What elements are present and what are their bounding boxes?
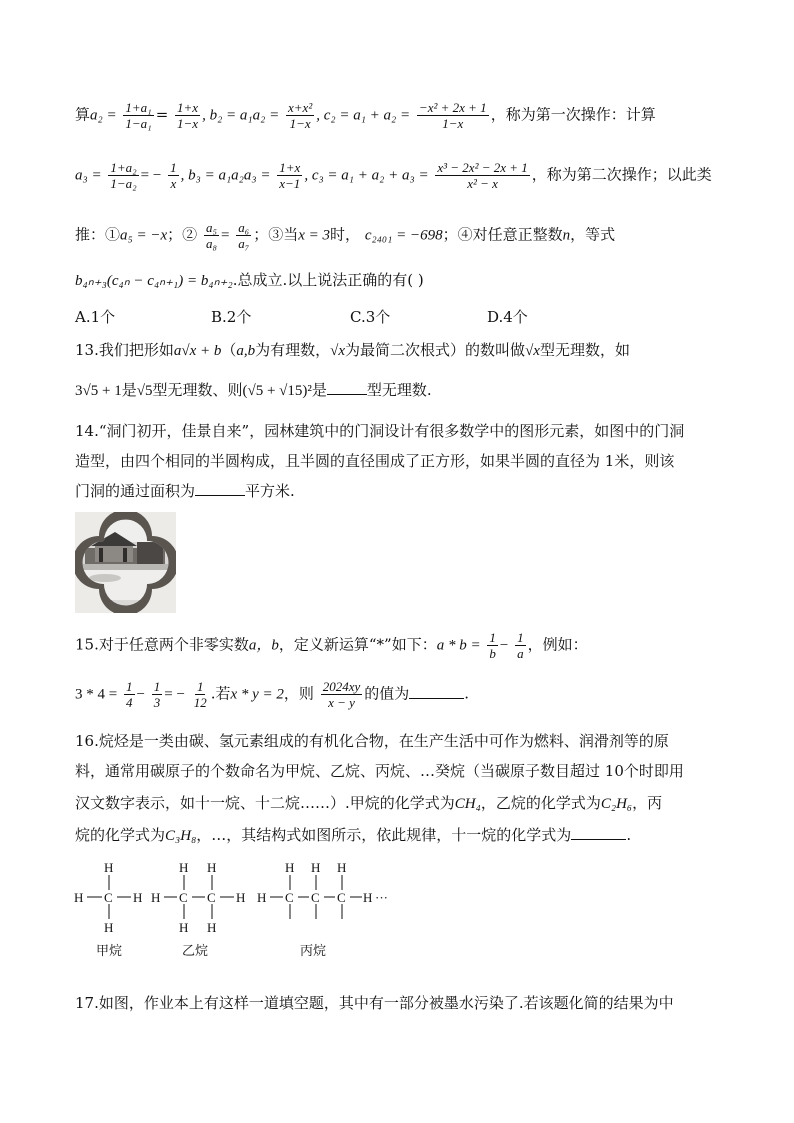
a3-frac1-den: 1−a₂ — [110, 176, 137, 191]
ethane-c1: C — [179, 890, 188, 905]
propane-h-top2: H — [311, 860, 321, 875]
q16-l3-mid: ，乙烷的化学式为 — [480, 794, 601, 812]
a2-frac2 — [175, 100, 200, 131]
a3-frac2-den: x — [170, 176, 177, 191]
q13-l2-mid2: 型无理数、则 — [152, 381, 243, 399]
q15-l1-post: ，例如： — [527, 635, 588, 654]
q15-ex-frac2 — [152, 679, 163, 710]
q15-cond-pre: .若 — [210, 684, 231, 703]
q15-cond: x * y = 2 — [230, 686, 284, 703]
ethane-label: 乙烷 — [182, 944, 209, 959]
q15-def-frac1 — [487, 630, 498, 661]
a2-frac1-den: 1−a₁ — [125, 116, 152, 131]
q13-sqrtx: √x — [330, 343, 346, 359]
stmt2-frac1-den: a₈ — [205, 236, 217, 251]
q13-expr2: (√5 + √15)² — [242, 383, 312, 399]
q15-def-frac2-num: 1 — [517, 630, 524, 645]
q13-line2 — [75, 378, 432, 403]
propane-c3: C — [337, 890, 346, 905]
q15-l1-mid: ，定义新运算“*”如下： — [278, 635, 437, 654]
alkane-structure-diagram — [70, 855, 410, 967]
q16-l3-post: ，丙 — [632, 794, 663, 812]
q16-line3 — [75, 791, 662, 816]
option-b[interactable]: B.2个 — [211, 308, 252, 326]
ethane-h-top2: H — [207, 860, 217, 875]
q12-l3-post: ，等式 — [570, 225, 616, 244]
c2h6-formula: C₂H₆ — [600, 796, 633, 812]
q12-l1-post: ，称为第一次操作：计算 — [490, 105, 656, 124]
a3-frac1-num: 1+a₂ — [110, 160, 137, 175]
ellipsis: ··· — [375, 890, 388, 905]
q14-line3 — [75, 479, 295, 503]
q15-ask-frac — [321, 679, 363, 710]
q15-ask-frac-den: x − y — [328, 695, 355, 710]
q14-l3-post: 平方米. — [245, 482, 295, 500]
methane-label: 甲烷 — [96, 944, 123, 959]
q13-l1-mid: （ — [221, 341, 237, 359]
a2-frac2-den: 1−x — [177, 116, 199, 131]
b2-frac-num: x+x² — [288, 100, 313, 115]
q16-line1: 16.烷烃是一类由碳、氢元素组成的有机化合物，在生产生活中可作为燃料、润滑剂等的原 — [75, 732, 669, 750]
propane-h-top1: H — [285, 860, 295, 875]
q15-l1-pre: 15.对于任意两个非零实数 — [75, 635, 249, 654]
q12-l2-post: ，称为第二次操作；以此类 — [531, 165, 712, 184]
c3-label: , c₃ = a₁ + a₂ + a₃ = — [304, 167, 429, 184]
q15-ex-frac2-den: 3 — [153, 695, 161, 710]
q12-l3-sep2: ；③当 — [253, 225, 299, 244]
q13-l2-mid: 是 — [121, 381, 137, 399]
b2-label: , b₂ = a₁a₂ = — [202, 107, 280, 124]
q14-line2: 造型，由四个相同的半圆构成，且半圆的直径围成了正方形，如果半圆的直径为 1米，则该 — [75, 452, 675, 470]
stmt2-frac2 — [236, 220, 251, 251]
c2-frac — [417, 100, 489, 131]
q14-line1: 14.“洞门初开，佳景自来”，园林建筑中的门洞设计有很多数学中的图形元素，如图中的门洞 — [75, 422, 685, 440]
q13-l2-mid3: 是 — [311, 381, 327, 399]
q14-answer-blank[interactable] — [195, 481, 245, 496]
q16-l3-pre: 汉文数字表示，如十一烷、十二烷……）.甲烷的化学式为 — [75, 794, 455, 812]
q15-ex-minus: − — [136, 686, 145, 703]
stmt2-frac2-num: a₆ — [238, 220, 250, 235]
q17-line1: 17.如图，作业本上有这样一道填空题，其中有一部分被墨水污染了.若该题化简的结果为中 — [75, 994, 674, 1012]
q15-def-frac2-den: a — [517, 646, 524, 661]
methane-h-top: H — [104, 860, 114, 875]
q13-answer-blank[interactable] — [327, 380, 367, 395]
ethane-h-right: H — [236, 890, 246, 905]
q16-answer-blank[interactable] — [571, 825, 626, 840]
propane-h-left: H — [257, 890, 267, 905]
stmt2-frac1-num: a₅ — [205, 220, 217, 235]
a3-label: a₃ = — [75, 167, 102, 184]
q13-sqrtx2: √x — [525, 343, 540, 359]
methane-h-left: H — [74, 890, 84, 905]
ethane-h-top1: H — [179, 860, 189, 875]
q15-def-frac2 — [515, 630, 526, 661]
stmt3-cond: x = 3 — [298, 227, 331, 244]
b2-frac — [286, 100, 314, 131]
q15-ex-frac3-den: 12 — [193, 695, 207, 710]
c2-label: , c₂ = a₁ + a₂ = — [316, 107, 411, 124]
q16-line4: 烷的化学式为C₃H₈，…，其结构式如图所示，依此规律，十一烷的化学式为 . — [75, 826, 632, 844]
q15-def-lhs: a * b = — [436, 637, 481, 654]
garden-doorway-photo — [75, 512, 176, 613]
a3-eq: = − — [140, 167, 162, 184]
ethane-h-bottom2: H — [207, 920, 217, 935]
q15-ab: a，b — [248, 637, 279, 654]
stmt2-frac2-den: a₇ — [238, 236, 250, 251]
q12-l1-pre: 算 — [75, 105, 91, 124]
q12-line3 — [75, 220, 615, 251]
a3-frac2-num: 1 — [170, 160, 177, 175]
var-n: n — [562, 227, 571, 244]
ethane-h-left: H — [151, 890, 161, 905]
b3-frac — [277, 160, 302, 191]
c3-frac — [435, 160, 529, 191]
q15-ex-lhs: 3 * 4 = — [75, 686, 118, 703]
q15-cond-mid: ，则 — [283, 684, 314, 703]
propane-c2: C — [311, 890, 320, 905]
q15-ex-frac3 — [192, 679, 209, 710]
q15-ask-post: 的值为 — [364, 684, 410, 703]
q13-form: a√x + b — [173, 343, 222, 359]
stmt1: a₅ = −x — [120, 227, 168, 244]
q15-ex-frac1-num: 1 — [126, 679, 133, 694]
b3-frac-num: 1+x — [279, 160, 301, 175]
q12-l4-post: .总成立.以上说法正确的有( ) — [232, 271, 424, 289]
propane-c1: C — [285, 890, 294, 905]
q15-def-minus: − — [499, 637, 509, 654]
q15-def-frac1-den: b — [489, 646, 496, 661]
c2-frac-num: −x² + 2x + 1 — [418, 100, 487, 115]
q12-l3-mid: 时， — [330, 225, 361, 244]
q15-line1 — [75, 630, 588, 661]
q14-l3-pre: 门洞的通过面积为 — [75, 482, 196, 500]
stmt2-eq: = — [220, 227, 230, 244]
c3h8-formula: C₃H₈ — [165, 828, 197, 844]
option-a[interactable]: A.1个 — [75, 308, 116, 326]
option-c[interactable]: C.3个 — [350, 308, 391, 326]
ethane-c2: C — [207, 890, 216, 905]
q12-l3-sep1: ；② — [167, 225, 198, 244]
q15-ex-frac1-den: 4 — [126, 695, 133, 710]
q12-line2 — [75, 160, 712, 191]
c2-frac-den: 1−x — [442, 116, 464, 131]
q12-l3-pre: 推：① — [75, 225, 121, 244]
a2-frac2-num: 1+x — [177, 100, 199, 115]
q13-l1-mid3: 为最简二次根式）的数叫做 — [345, 341, 526, 359]
b3-label: , b₃ = a₁a₂a₃ = — [180, 167, 271, 184]
q13-ab: a,b — [236, 343, 256, 359]
q15-ex-frac3-num: 1 — [196, 679, 204, 694]
a3-frac1 — [108, 160, 138, 191]
option-d[interactable]: D.4个 — [487, 308, 528, 326]
propane-h-right: H — [363, 890, 373, 905]
q13-l1-post: 型无理数，如 — [539, 341, 630, 359]
methane-h-right: H — [133, 890, 143, 905]
methane-c: C — [104, 890, 113, 905]
stmt3-value: c₂₄₀₁ = −698 — [364, 227, 443, 244]
q16-line2: 料，通常用碳原子的个数命名为甲烷、乙烷、丙烷、…癸烷（当碳原子数目超过 10个时即用 — [75, 762, 684, 780]
a3-frac2 — [168, 160, 179, 191]
q12-line1: 算a₂ = $\frac{\text{1+a₁}}{\text{1−a₁}}$ = $\frac{1+x}{1-x}$ , b₂ = a₁a₂ = $\frac{\text{x+x²}}{1-x}$ , c₂ = a₁ + a₂ = $\frac{\text{−x² + 2x + 1}}{1-x}$ ，称为第一次操作：计算 — [75, 100, 656, 131]
q15-ex-eq: = − — [164, 686, 185, 703]
q13-l2-post: 型无理数. — [366, 381, 432, 399]
q13-l1-mid2: 为有理数， — [255, 341, 331, 359]
ethane-h-bottom1: H — [179, 920, 189, 935]
q15-ex-frac1 — [124, 679, 135, 710]
methane-h-bottom: H — [104, 920, 114, 935]
q15-line2: 3 * 4 = $\frac{1}{4}$ − $\frac{1}{3}$ = − $\frac{1}{12}$ .若x * y = 2，则 $\frac{2024xy}{x - y}$ 的值为 . — [75, 679, 470, 710]
q15-def-frac1-num: 1 — [489, 630, 496, 645]
q15-answer-blank[interactable] — [409, 684, 464, 699]
stmt2-frac1 — [204, 220, 219, 251]
stmt4-expr: b₄ₙ₊₃(c₄ₙ − c₄ₙ₊₁) = b₄ₙ₊₂ — [75, 273, 233, 289]
q13-l1-pre: 13.我们把形如 — [75, 341, 174, 359]
q12-line4 — [75, 268, 424, 293]
q16-l4-post: ，…，其结构式如图所示，依此规律，十一烷的化学式为 — [196, 826, 572, 844]
q13-expr: 3√5 + 1 — [75, 383, 122, 399]
a2-frac1 — [123, 100, 153, 131]
ch4-formula: CH₄ — [454, 796, 481, 812]
b3-frac-den: x−1 — [279, 176, 301, 191]
q15-ex-frac2-num: 1 — [153, 679, 161, 694]
propane-label: 丙烷 — [300, 944, 327, 959]
q12-l3-sep3: ；④对任意正整数 — [442, 225, 563, 244]
q13-line1 — [75, 338, 630, 363]
q15-ask-frac-num: 2024xy — [322, 679, 361, 694]
b2-frac-den: 1−x — [289, 116, 311, 131]
a2-frac1-num: 1+a₁ — [125, 100, 152, 115]
propane-h-top3: H — [337, 860, 347, 875]
c3-frac-num: x³ − 2x² − 2x + 1 — [437, 160, 528, 175]
q13-sqrt5: √5 — [136, 383, 153, 399]
a2-label: a₂ = — [90, 107, 117, 124]
q16-l4-pre: 烷的化学式为 — [75, 826, 166, 844]
c3-frac-den: x² − x — [467, 176, 498, 191]
